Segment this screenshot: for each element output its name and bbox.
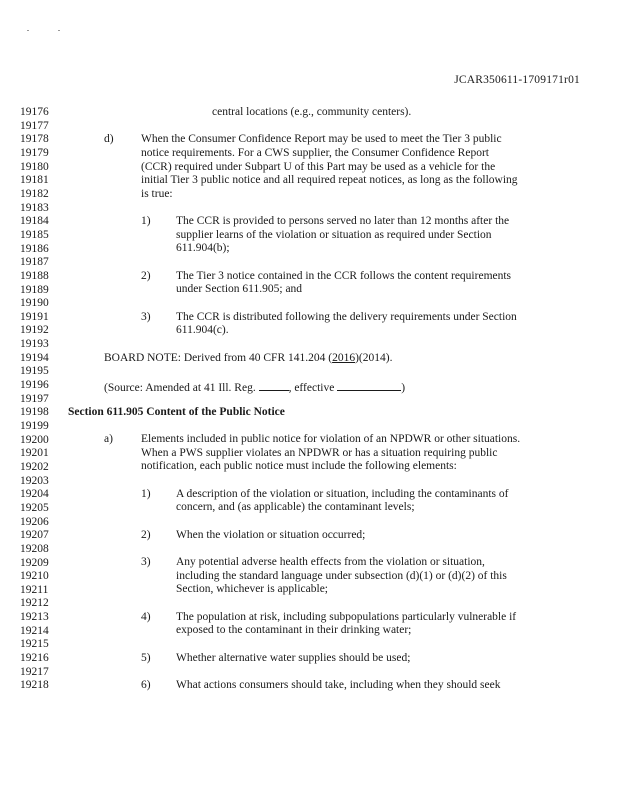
inserted-text: 2016 xyxy=(332,352,356,364)
text-line: notification, each public notice must include the following elements: xyxy=(141,460,457,472)
line-number: 19214 xyxy=(20,624,49,637)
text-line: When the Consumer Confidence Report may be used to meet the Tier 3 public xyxy=(141,133,502,145)
line-number: 19186 xyxy=(20,242,49,255)
item-number: 4) xyxy=(141,611,151,623)
line-number: 19206 xyxy=(20,515,49,528)
line-number: 19215 xyxy=(20,638,49,651)
item-number: 3) xyxy=(141,556,151,568)
line-number: 19199 xyxy=(20,419,49,432)
line-number: 19209 xyxy=(20,556,49,569)
item-number: 6) xyxy=(141,679,151,691)
line-number: 19196 xyxy=(20,379,49,391)
text-line: 611.904(c). xyxy=(176,324,229,336)
line-number: 19201 xyxy=(20,447,49,460)
line-number: 19190 xyxy=(20,297,49,310)
line-number: 19203 xyxy=(20,474,49,487)
item-number: 3) xyxy=(141,311,151,323)
document-header-code: JCAR350611-1709171r01 xyxy=(454,74,580,86)
text-line: The CCR is distributed following the delivery requirements under Section xyxy=(176,311,517,323)
item-number: 2) xyxy=(141,529,151,541)
blank-register-field xyxy=(259,379,289,391)
text-line: What actions consumers should take, including when they should seek xyxy=(176,679,501,691)
line-number: 19177 xyxy=(20,119,49,132)
line-number: 19197 xyxy=(20,392,49,405)
line-number: 19182 xyxy=(20,187,49,200)
line-number: 19208 xyxy=(20,542,49,555)
line-number: 19193 xyxy=(20,338,49,351)
source-note: (Source: Amended at 41 Ill. Reg. , effective ) xyxy=(104,379,405,396)
item-number: 2) xyxy=(141,270,151,282)
text-line: supplier learns of the violation or situation as required under Section xyxy=(176,229,492,241)
text-line: 611.904(b); xyxy=(176,242,230,254)
line-number: 19192 xyxy=(20,324,49,337)
line-number: 19195 xyxy=(20,365,49,378)
line-number: 19183 xyxy=(20,201,49,214)
line-number: 19198 xyxy=(20,406,49,419)
subsection-a-label: a) xyxy=(104,433,113,445)
text-line: When a PWS supplier violates an NPDWR or has a situation requiring public xyxy=(141,447,498,459)
item-number: 1) xyxy=(141,215,151,227)
scan-speck xyxy=(58,30,60,31)
line-number: 19213 xyxy=(20,611,49,623)
text-line: is true: xyxy=(141,188,173,200)
text-line: exposed to the contaminant in their drinking water; xyxy=(176,624,412,636)
line-number: 19188 xyxy=(20,269,49,282)
line-number: 19194 xyxy=(20,351,49,364)
line-number: 19202 xyxy=(20,460,49,473)
text-line: Section, whichever is applicable; xyxy=(176,583,329,595)
line-number: 19217 xyxy=(20,665,49,678)
text-line: The CCR is provided to persons served no later than 12 months after the xyxy=(176,215,510,227)
text-line: concern, and (as applicable) the contaminant levels; xyxy=(176,501,415,513)
text-line: (CCR) required under Subpart U of this Part may be used as a vehicle for the xyxy=(141,161,496,173)
line-number: 19189 xyxy=(20,283,49,296)
text-line: central locations (e.g., community centers). xyxy=(212,106,412,118)
scan-speck xyxy=(27,30,29,31)
line-number: 19211 xyxy=(20,583,49,596)
line-number: 19204 xyxy=(20,488,49,501)
line-number: 19216 xyxy=(20,652,49,664)
line-number: 19187 xyxy=(20,256,49,269)
text-line: notice requirements. For a CWS supplier, the Consumer Confidence Report xyxy=(141,147,489,159)
text-line: When the violation or situation occurred; xyxy=(176,529,366,541)
line-number: 19205 xyxy=(20,501,49,514)
line-number: 19181 xyxy=(20,174,49,187)
line-number: 19179 xyxy=(20,146,49,159)
blank-effective-date xyxy=(337,379,401,391)
line-number: 19200 xyxy=(20,433,49,446)
line-number: 19184 xyxy=(20,215,49,228)
line-number: 19207 xyxy=(20,529,49,542)
deleted-text: 2014 xyxy=(362,352,386,364)
line-number: 19178 xyxy=(20,133,49,146)
text-line: A description of the violation or situation, including the contaminants of xyxy=(176,488,509,500)
section-heading: Section 611.905 Content of the Public Notice xyxy=(68,406,285,418)
board-note: BOARD NOTE: Derived from 40 CFR 141.204 (2016)(2014). xyxy=(104,352,393,364)
text-line: Any potential adverse health effects from the violation or situation, xyxy=(176,556,485,568)
line-number: 19185 xyxy=(20,228,49,241)
line-number: 19210 xyxy=(20,570,49,583)
line-number: 19191 xyxy=(20,310,49,323)
text-line: The population at risk, including subpopulations particularly vulnerable if xyxy=(176,611,517,623)
text-line: including the standard language under subsection (d)(1) or (d)(2) of this xyxy=(176,570,507,582)
line-number: 19180 xyxy=(20,160,49,173)
text-line: under Section 611.905; and xyxy=(176,283,303,295)
text-line: The Tier 3 notice contained in the CCR follows the content requirements xyxy=(176,270,512,282)
line-number: 19218 xyxy=(20,679,49,692)
subsection-d-label: d) xyxy=(104,133,114,145)
text-line: Whether alternative water supplies should be used; xyxy=(176,652,411,664)
text-line: initial Tier 3 public notice and all required repeat notices, as long as the following xyxy=(141,174,518,186)
item-number: 5) xyxy=(141,652,151,664)
item-number: 1) xyxy=(141,488,151,500)
text-line: Elements included in public notice for violation of an NPDWR or other situations. xyxy=(141,433,521,445)
line-number: 19176 xyxy=(20,106,49,118)
line-number: 19212 xyxy=(20,597,49,610)
